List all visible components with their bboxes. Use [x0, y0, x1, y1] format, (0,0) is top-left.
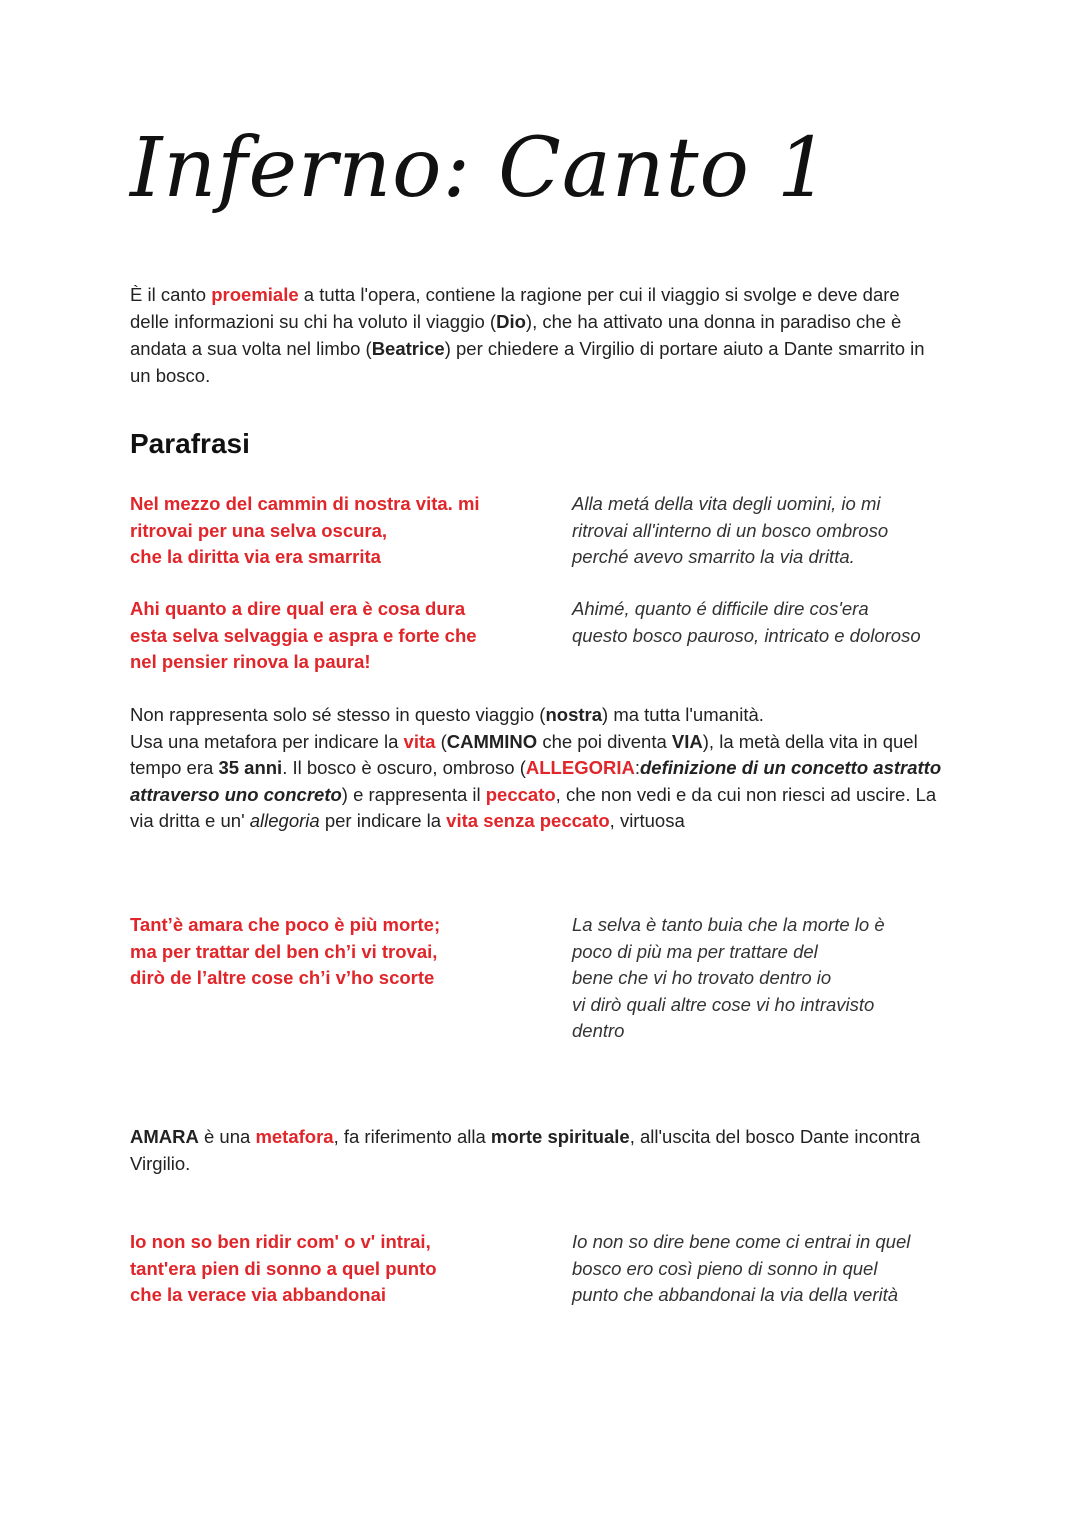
intro-text: È il canto	[130, 284, 212, 305]
paraphrase-line: La selva è tanto buia che la morte lo è	[572, 914, 885, 935]
paraphrase-line: dentro	[572, 1020, 625, 1041]
verse-line: ma per trattar del ben ch’i vi trovai,	[130, 940, 438, 962]
verse-line: Nel mezzo del cammin di nostra vita. mi	[130, 493, 480, 514]
paraphrase-line: vi dirò quali altre cose vi ho intravisto	[572, 993, 875, 1015]
commentary-text: :	[634, 757, 640, 778]
paraphrase-line: ritrovai all'interno di un bosco ombroso	[572, 519, 889, 541]
commentary-text: Non rappresenta solo sé stesso in questo viaggio (	[130, 704, 546, 725]
verse-line: che la diritta via era smarrita	[130, 546, 381, 567]
stanza-row	[130, 491, 960, 571]
paraphrase-line: bene che vi ho trovato dentro io	[572, 967, 832, 988]
commentary-text: , che non vedi e da cui non riesci ad uscire. La via dritta e un'	[130, 783, 937, 831]
verse-line: tant'era pien di sonno a quel punto	[130, 1257, 437, 1279]
commentary-text: (	[435, 730, 447, 752]
commentary-bold: morte spirituale	[490, 1126, 630, 1147]
paraphrase-line: poco di più ma per trattare del	[572, 940, 818, 962]
verse-line: Tant’è amara che poco è più morte;	[130, 914, 441, 935]
commentary-highlight: metafora	[255, 1126, 334, 1147]
commentary-bold: nostra	[545, 704, 603, 725]
verse-line: esta selva selvaggia e aspra e forte che	[130, 624, 477, 646]
commentary-text: ), la metà della vita in quel tempo era	[130, 730, 918, 778]
commentary-highlight: ALLEGORIA	[525, 757, 635, 778]
page-title: Inferno: Canto 1	[130, 121, 831, 216]
paraphrase-line: Ahimé, quanto é difficile dire cos'era	[572, 598, 869, 619]
commentary-bold: 35 anni	[218, 757, 283, 778]
paraphrase-line: Alla metá della vita degli uomini, io mi	[572, 493, 881, 514]
commentary-bold: CAMMINO	[446, 730, 538, 752]
intro-bold: Beatrice	[371, 338, 445, 359]
paraphrase-block	[572, 491, 960, 571]
stanza-row	[130, 1229, 960, 1309]
verse-line: Io non so ben ridir com' o v' intrai,	[130, 1231, 431, 1252]
verse-line: nel pensier rinova la paura!	[130, 651, 371, 672]
verse-block	[130, 1229, 572, 1309]
verse-block	[130, 491, 572, 571]
commentary-text: ) e rappresenta il	[341, 783, 486, 805]
stanza-row	[130, 912, 960, 1045]
commentary-text: per indicare la	[319, 810, 447, 831]
commentary-text: ) ma tutta l'umanità.	[602, 704, 764, 725]
commentary-line	[130, 702, 950, 729]
commentary-paragraph	[130, 702, 950, 835]
intro-text: a tutta l'opera, contiene la ragione per cui il viaggio si svolge e deve dare delle informazioni su chi ha voluto il viaggio (	[130, 284, 900, 332]
commentary-text: . Il bosco è oscuro, ombroso (	[282, 757, 526, 778]
paraphrase-block	[572, 912, 960, 1045]
paraphrase-line: punto che abbandonai la via della verità	[572, 1284, 899, 1305]
verse-line: ritrovai per una selva oscura,	[130, 519, 388, 541]
intro-bold: Dio	[496, 311, 526, 332]
verse-line: Ahi quanto a dire qual era è cosa dura	[130, 598, 466, 619]
paraphrase-line: Io non so dire bene come ci entrai in quel	[572, 1231, 911, 1252]
commentary-bold: VIA	[671, 730, 703, 752]
commentary-highlight: peccato	[485, 783, 556, 805]
section-heading: Parafrasi	[130, 428, 250, 459]
commentary-highlight: vita senza peccato	[446, 810, 610, 831]
commentary-text: , virtuosa	[609, 810, 685, 831]
paraphrase-block	[572, 596, 960, 676]
intro-text: ), che ha attivato una donna in paradiso che è andata a sua volta nel limbo (	[130, 311, 902, 359]
verse-block	[130, 912, 572, 1045]
verse-line: che la verace via abbandonai	[130, 1284, 387, 1305]
commentary-paragraph	[130, 1124, 950, 1177]
commentary-highlight: vita	[403, 730, 436, 752]
stanza-row	[130, 596, 960, 676]
commentary-italic: allegoria	[249, 810, 320, 831]
paraphrase-line: questo bosco pauroso, intricato e doloroso	[572, 624, 921, 646]
commentary-text: è una	[198, 1126, 256, 1147]
intro-paragraph	[130, 281, 930, 389]
commentary-text: , all'uscita del bosco Dante incontra Virgilio.	[130, 1126, 921, 1174]
commentary-bold-italic: definizione di un concetto astratto attraverso uno concreto	[130, 757, 942, 805]
commentary-text: Usa una metafora per indicare la	[130, 730, 404, 752]
commentary-text: che poi diventa	[537, 730, 672, 752]
intro-text: ) per chiedere a Virgilio di portare aiuto a Dante smarrito in un bosco.	[130, 338, 925, 386]
paraphrase-line: perché avevo smarrito la via dritta.	[572, 546, 855, 567]
commentary-bold: AMARA	[130, 1126, 199, 1147]
commentary-text: , fa riferimento alla	[333, 1126, 491, 1147]
paraphrase-line: bosco ero così pieno di sonno in quel	[572, 1257, 878, 1279]
verse-block	[130, 596, 572, 676]
intro-highlight: proemiale	[211, 284, 299, 305]
paraphrase-block	[572, 1229, 960, 1309]
verse-line: dirò de l’altre cose ch’i v’ho scorte	[130, 967, 435, 988]
